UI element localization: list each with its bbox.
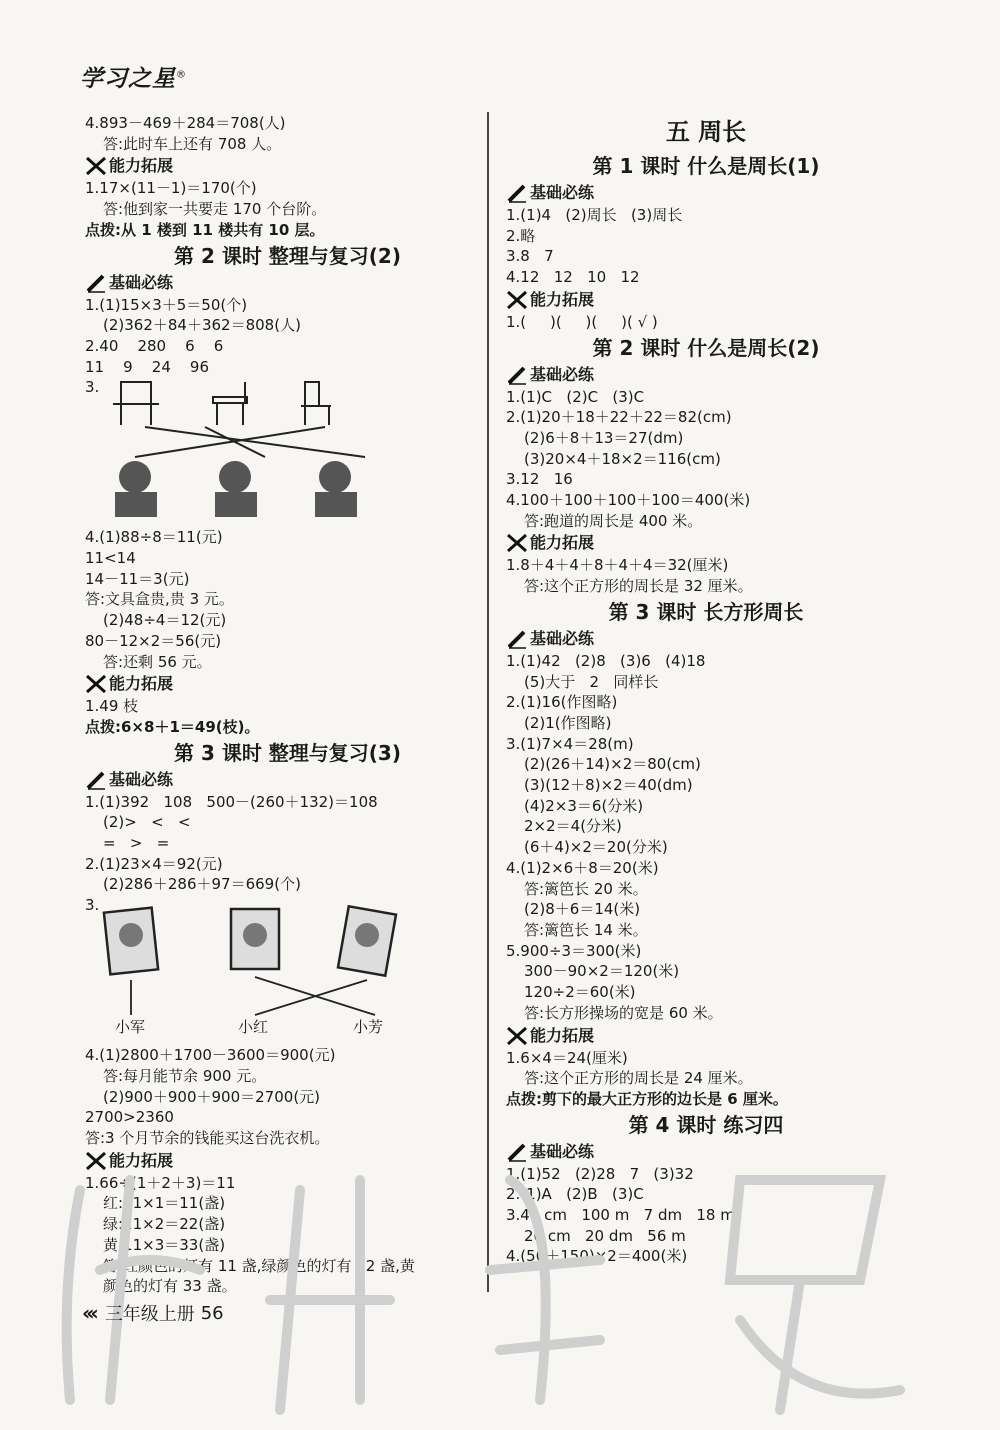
unit-title: 五 周长 bbox=[665, 118, 747, 146]
answer-line: 黄:11×3＝33(盏) bbox=[103, 1235, 226, 1254]
answer-line: (4)2×3＝6(分米) bbox=[524, 796, 644, 815]
answer-line: 5.900÷3＝300(米) bbox=[506, 941, 642, 960]
pencil-icon bbox=[506, 629, 528, 649]
cross-tools-icon bbox=[506, 533, 528, 553]
answer-line: 3.8 7 bbox=[506, 247, 554, 266]
answer-line: 3.12 16 bbox=[506, 470, 573, 489]
answer-line: 4.12 12 10 12 bbox=[506, 268, 640, 287]
answer-line: 1.(1)4 (2)周长 (3)周长 bbox=[506, 206, 683, 224]
answer-line: 答:他到家一共要走 170 个台阶。 bbox=[103, 200, 327, 219]
cross-tools-icon bbox=[85, 1151, 107, 1171]
lesson-title: 第 2 课时 什么是周长(2) bbox=[592, 335, 820, 360]
section-label: 能力拓展 bbox=[109, 1150, 174, 1170]
answer-line: 3.44 cm 100 m 7 dm 18 m bbox=[506, 1206, 735, 1225]
left-column bbox=[85, 113, 490, 1297]
pencil-icon bbox=[85, 770, 107, 790]
answer-line: (6＋4)×2＝20(分米) bbox=[524, 838, 668, 857]
section-basic bbox=[85, 271, 490, 295]
answer-line: 答:长方形操场的宽是 60 米。 bbox=[524, 1003, 723, 1022]
answer-line: 1.( )( )( )( √ ) bbox=[506, 312, 658, 331]
hint-line: 点拨:剪下的最大正方形的边长是 6 厘米。 bbox=[506, 1089, 788, 1108]
answer-line: 11<14 bbox=[85, 549, 136, 568]
pencil-icon bbox=[85, 273, 107, 293]
section-label: 基础必练 bbox=[109, 272, 174, 292]
section-label: 能力拓展 bbox=[530, 533, 595, 553]
answer-line: 答:文具盒贵,贵 3 元。 bbox=[85, 590, 234, 609]
name-label: 小军 bbox=[115, 1018, 146, 1037]
answer-line: 2×2＝4(分米) bbox=[524, 817, 622, 836]
answer-line: 2700>2360 bbox=[85, 1108, 174, 1127]
registered-mark: ® bbox=[176, 69, 187, 81]
cross-tools-icon bbox=[506, 1026, 528, 1046]
answer-line: (2)48÷4＝12(元) bbox=[103, 611, 227, 630]
section-extend bbox=[506, 1024, 906, 1048]
section-label: 能力拓展 bbox=[530, 1025, 595, 1045]
answer-line: 80－12×2＝56(元) bbox=[85, 631, 222, 650]
answer-line: 4.893－469＋284＝708(人) bbox=[85, 114, 286, 132]
cross-tools-icon bbox=[85, 674, 107, 694]
answer-line: 4.(1)2800＋1700－3600＝900(元) bbox=[85, 1046, 336, 1065]
answer-line: 3. bbox=[85, 378, 100, 397]
lesson-title: 第 2 课时 整理与复习(2) bbox=[173, 243, 401, 268]
answer-line: 1.(1)15×3＋5＝50(个) bbox=[85, 295, 248, 314]
answer-line: 2.(1)A (2)B (3)C bbox=[506, 1185, 644, 1204]
section-label: 基础必练 bbox=[530, 364, 595, 384]
section-basic bbox=[506, 1140, 906, 1164]
chairs-matching-figure bbox=[85, 377, 490, 527]
answer-line: 绿:11×2＝22(盏) bbox=[103, 1215, 226, 1234]
cross-tools-icon bbox=[506, 290, 528, 310]
answer-line: 1.(1)C (2)C (3)C bbox=[506, 387, 645, 406]
brand-logo bbox=[80, 60, 187, 93]
pencil-icon bbox=[506, 1142, 528, 1162]
lesson-title: 第 1 课时 什么是周长(1) bbox=[592, 154, 820, 178]
section-extend bbox=[85, 1149, 490, 1173]
answer-line: 答:此时车上还有 708 人。 bbox=[103, 134, 282, 153]
answer-line: 11 9 24 96 bbox=[85, 357, 210, 376]
chevron-left-icon: ‹‹‹ bbox=[82, 1301, 95, 1325]
section-label: 基础必练 bbox=[530, 1141, 595, 1161]
page-number: 56 bbox=[200, 1302, 224, 1324]
answer-line: 3.(1)7×4＝28(m) bbox=[506, 734, 634, 753]
answer-line: 3. bbox=[85, 896, 100, 915]
section-basic bbox=[506, 363, 906, 387]
answer-line: (2)8＋6＝14(米) bbox=[524, 900, 641, 919]
answer-line: 答:还剩 56 元。 bbox=[103, 652, 212, 671]
answer-line: 2.(1)23×4＝92(元) bbox=[85, 854, 223, 873]
lesson-title: 第 3 课时 整理与复习(3) bbox=[173, 740, 401, 765]
answer-line: 4.(1)88÷8＝11(元) bbox=[85, 528, 223, 547]
answer-line: (2)286＋286＋97＝669(个) bbox=[103, 875, 301, 894]
answer-line: (2)> < < bbox=[103, 813, 191, 832]
answer-line: 4.100＋100＋100＋100＝400(米) bbox=[506, 491, 751, 510]
chair-kids-illustration bbox=[85, 377, 490, 527]
section-label: 基础必练 bbox=[109, 769, 174, 789]
answer-line: 1.(1)52 (2)28 7 (3)32 bbox=[506, 1164, 694, 1183]
brand-text: 学习之星 bbox=[80, 66, 176, 92]
answer-line: = > = bbox=[103, 834, 170, 853]
section-label: 能力拓展 bbox=[109, 674, 174, 694]
hint-line: 点拨:从 1 楼到 11 楼共有 10 层。 bbox=[85, 220, 325, 239]
answer-line: (2)(26＋14)×2＝80(cm) bbox=[524, 755, 701, 774]
answer-line: 4.(50＋150)×2＝400(米) bbox=[506, 1247, 688, 1266]
pencil-icon bbox=[506, 365, 528, 385]
answer-line: 2.略 bbox=[506, 226, 536, 245]
answer-line: 1.66÷(1＋2＋3)＝11 bbox=[85, 1173, 236, 1192]
section-extend bbox=[506, 288, 906, 312]
lesson-title: 第 4 课时 练习四 bbox=[628, 1112, 784, 1137]
answer-line: 2.(1)20＋18＋22＋22＝82(cm) bbox=[506, 408, 732, 427]
answer-line: 20 cm 20 dm 56 m bbox=[524, 1226, 686, 1245]
answer-line: 答:篱笆长 14 米。 bbox=[524, 920, 648, 939]
answer-line: 答:这个正方形的周长是 32 厘米。 bbox=[524, 577, 753, 596]
answer-line: (5)大于 2 同样长 bbox=[524, 672, 659, 691]
answer-line: 14－11＝3(元) bbox=[85, 569, 190, 588]
answer-line: (2)6＋8＋13＝27(dm) bbox=[524, 428, 684, 447]
answer-line: 1.6×4＝24(厘米) bbox=[506, 1048, 628, 1067]
monkey-portraits-illustration bbox=[85, 895, 490, 1045]
cross-tools-icon bbox=[85, 156, 107, 176]
section-extend bbox=[506, 531, 906, 555]
hint-line: 点拨:6×8＋1＝49(枝)。 bbox=[85, 717, 260, 736]
section-extend bbox=[85, 154, 490, 178]
page-footer bbox=[82, 1300, 224, 1326]
answer-line: 1.(1)392 108 500－(260＋132)＝108 bbox=[85, 792, 378, 811]
answer-line: 颜色的灯有 33 盏。 bbox=[103, 1277, 237, 1296]
portraits-matching-figure bbox=[85, 895, 490, 1045]
answer-line: 1.8＋4＋4＋8＋4＋4＝32(厘米) bbox=[506, 556, 729, 575]
answer-line: (3)20×4＋18×2＝116(cm) bbox=[524, 449, 721, 468]
section-basic bbox=[506, 627, 906, 651]
right-column bbox=[506, 113, 906, 1267]
answer-line: 2.40 280 6 6 bbox=[85, 336, 224, 355]
grade-label: 三年级上册 bbox=[104, 1304, 195, 1325]
answer-line: (2)362＋84＋362＝808(人) bbox=[103, 316, 301, 335]
answer-line: 答:红颜色的灯有 11 盏,绿颜色的灯有 22 盏,黄 bbox=[103, 1256, 415, 1275]
pencil-icon bbox=[506, 183, 528, 203]
answer-line: 1.17×(11－1)＝170(个) bbox=[85, 179, 257, 198]
answer-line: (3)(12＋8)×2＝40(dm) bbox=[524, 776, 693, 795]
answer-line: 300－90×2＝120(米) bbox=[524, 962, 680, 981]
answer-line: 答:3 个月节余的钱能买这台洗衣机。 bbox=[85, 1128, 330, 1147]
answer-line: 1.49 枝 bbox=[85, 697, 139, 716]
answer-line: 答:每月能节余 900 元。 bbox=[103, 1066, 267, 1085]
answer-line: 红:11×1＝11(盏) bbox=[103, 1194, 226, 1213]
answer-line: 1.(1)42 (2)8 (3)6 (4)18 bbox=[506, 651, 706, 670]
section-extend bbox=[85, 672, 490, 696]
section-basic bbox=[506, 181, 906, 205]
section-label: 能力拓展 bbox=[530, 289, 595, 309]
answer-line: 答:跑道的周长是 400 米。 bbox=[524, 511, 703, 530]
lesson-title: 第 3 课时 长方形周长 bbox=[608, 599, 804, 624]
section-label: 能力拓展 bbox=[109, 156, 174, 176]
answer-line: 答:这个正方形的周长是 24 厘米。 bbox=[524, 1069, 753, 1088]
name-label: 小芳 bbox=[353, 1018, 384, 1037]
section-label: 基础必练 bbox=[530, 628, 595, 648]
name-label: 小红 bbox=[238, 1018, 269, 1037]
answer-line: (2)900＋900＋900＝2700(元) bbox=[103, 1087, 321, 1106]
section-label: 基础必练 bbox=[530, 183, 595, 202]
answer-line: 120÷2＝60(米) bbox=[524, 983, 636, 1002]
answer-line: 答:篱笆长 20 米。 bbox=[524, 879, 648, 898]
answer-line: (2)1(作图略) bbox=[524, 713, 612, 732]
answer-line: 2.(1)16(作图略) bbox=[506, 693, 618, 712]
section-basic bbox=[85, 768, 490, 792]
answer-line: 4.(1)2×6＋8＝20(米) bbox=[506, 858, 659, 877]
